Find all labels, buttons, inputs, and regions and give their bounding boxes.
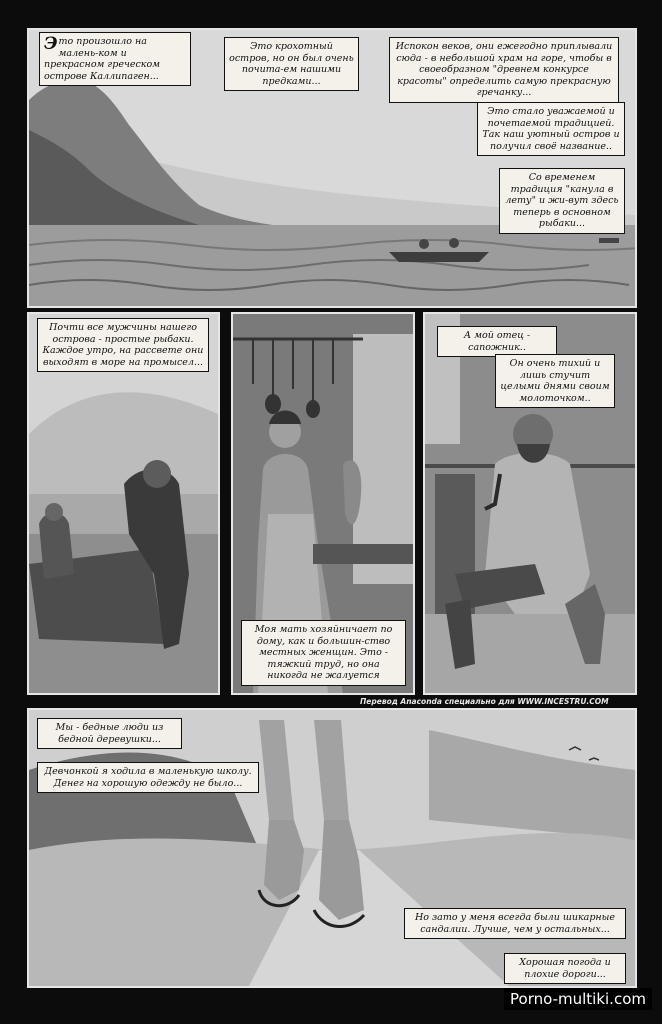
site-watermark: Porno-multiki.com: [504, 988, 652, 1010]
drop-cap-letter: Э: [44, 34, 58, 54]
caption-school: [37, 762, 259, 793]
caption-island-intro: [39, 32, 191, 86]
caption-text: Хорошая погода и плохие дороги...: [519, 957, 611, 980]
caption-text: Почти все мужчины нашего острова - простые рыбаки. Каждое утро, на рассвете они выходят в море на промысел...: [42, 322, 204, 368]
caption-text: Он очень тихий и лишь стучит целыми днями своим молоточком..: [500, 358, 610, 404]
caption-text: А мой отец - сапожник..: [463, 330, 531, 353]
caption-sandals: [404, 908, 626, 939]
caption-weather-roads: [504, 953, 626, 984]
panel-mother: [231, 312, 415, 695]
caption-ancient-contest: [389, 37, 619, 103]
caption-text: Со временем традиция "канула в лету" и жи-вут здесь теперь в основном рыбаки...: [505, 172, 619, 229]
caption-text: Это стало уважаемой и почетаемой традицией. Так наш уютный остров и получил своё название..: [482, 106, 620, 152]
caption-father-hammer: [495, 354, 615, 408]
caption-text: Мы - бедные люди из бедной деревушки...: [55, 722, 164, 745]
panel-father: [423, 312, 637, 695]
road-sandals-illustration: [29, 710, 635, 986]
caption-text: Но зато у меня всегда были шикарные сандалии. Лучше, чем у остальных...: [414, 912, 616, 935]
caption-tiny-island: [224, 37, 359, 91]
caption-tradition: [477, 102, 625, 156]
caption-fishermen: [37, 318, 209, 372]
caption-text: то произошло на малень-ком и прекрасном греческом острове Каллипаген...: [44, 36, 161, 82]
caption-text: Моя мать хозяйничает по дому, как и большин-ство местных женщин. Это - тяжкий труд, но она никогда не жалуется: [254, 624, 393, 681]
panel-fishermen: [27, 312, 220, 695]
caption-poor-people: [37, 718, 182, 749]
translator-credit: Перевод Anaconda специально для WWW.INCESTRU.COM: [360, 697, 609, 706]
caption-fishermen-now: [499, 168, 625, 234]
panel-road: [27, 708, 637, 988]
caption-text: Девчонкой я ходила в маленькую школу. Денег на хорошую одежду не было...: [44, 766, 252, 789]
caption-father-shoemaker: [437, 326, 557, 357]
caption-text: Испокон веков, они ежегодно приплывали сюда - в небольшой храм на горе, чтобы в своеобразном "древнем конкурсе красоты" определить самую прекрасную гречанку...: [395, 41, 613, 98]
panel-island: [27, 28, 637, 308]
caption-mother: [241, 620, 406, 686]
caption-text: Это крохотный остров, но он был очень почита-ем нашими предками...: [229, 41, 354, 87]
